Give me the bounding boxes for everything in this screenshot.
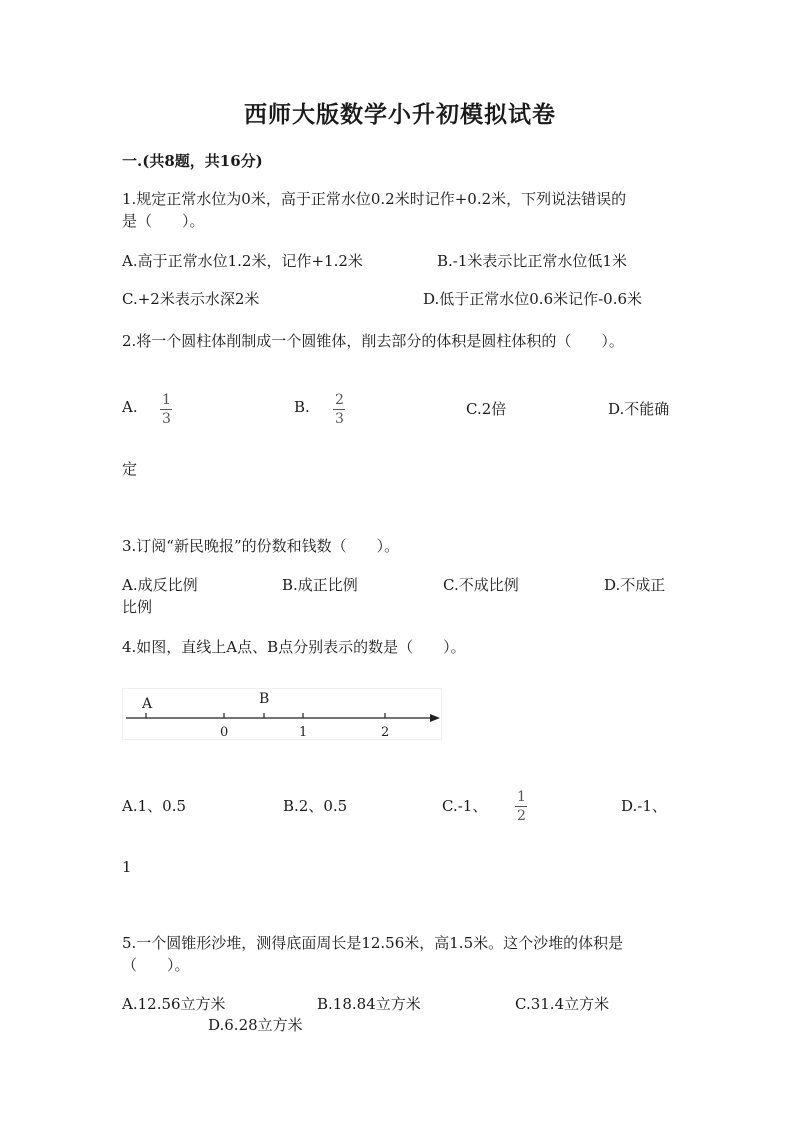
question-5-text: 5.一个圆锥形沙堆，测得底面周长是12.56米，高1.5米。这个沙堆的体积是 xyxy=(122,934,624,952)
question-1-text-cont: 是（ ）。 xyxy=(122,212,205,230)
q2-option-c[interactable]: C.2倍 xyxy=(466,400,507,418)
fraction-denominator: 2 xyxy=(517,808,526,824)
q4-option-a[interactable]: A.1、0.5 xyxy=(122,797,186,815)
fraction-denominator: 3 xyxy=(335,411,344,427)
q5-option-d[interactable]: D.6.28立方米 xyxy=(208,1016,303,1034)
tick-label-1: 1 xyxy=(299,725,308,740)
q4-option-d[interactable]: D.-1、 xyxy=(621,797,667,815)
section-heading: 一.(共8题，共16分) xyxy=(122,152,263,170)
q3-option-b[interactable]: B.成正比例 xyxy=(282,576,358,594)
q3-option-d[interactable]: D.不成正 xyxy=(604,576,666,594)
q1-option-c[interactable]: C.+2米表示水深2米 xyxy=(122,290,260,308)
question-4-text: 4.如图，直线上A点、B点分别表示的数是（ ）。 xyxy=(122,638,466,656)
q2-option-a-fraction xyxy=(160,393,173,426)
fraction-denominator: 3 xyxy=(162,411,171,427)
point-a-label: A xyxy=(142,696,153,712)
q1-option-d[interactable]: D.低于正常水位0.6米记作-0.6米 xyxy=(423,290,643,308)
q2-option-b[interactable]: B. xyxy=(294,398,310,416)
page-title: 西师大版数学小升初模拟试卷 xyxy=(244,101,556,128)
q2-option-a[interactable]: A. xyxy=(122,398,138,416)
figure-frame xyxy=(123,689,442,740)
q4-option-c[interactable]: C.-1、 xyxy=(442,797,488,815)
q4-option-d-cont: 1 xyxy=(122,858,132,876)
question-1-text: 1.规定正常水位为0米，高于正常水位0.2米时记作+0.2米，下列说法错误的 xyxy=(122,190,627,208)
number-line-figure xyxy=(122,688,442,740)
question-3-text: 3.订阅“新民晚报”的份数和钱数（ ）。 xyxy=(122,537,400,555)
q1-option-b[interactable]: B.-1米表示比正常水位低1米 xyxy=(437,252,627,270)
point-b-label: B xyxy=(259,691,270,707)
q2-option-d-cont: 定 xyxy=(122,460,138,478)
q5-option-c[interactable]: C.31.4立方米 xyxy=(515,995,610,1013)
question-5-text-cont: （ ）。 xyxy=(122,956,190,974)
q5-option-b[interactable]: B.18.84立方米 xyxy=(317,995,421,1013)
q3-option-a[interactable]: A.成反比例 xyxy=(122,576,198,594)
fraction-numerator: 2 xyxy=(335,392,344,408)
fraction-numerator: 1 xyxy=(162,392,171,408)
number-line-arrow xyxy=(430,714,440,722)
q4-option-c-fraction xyxy=(515,790,528,823)
q3-option-c[interactable]: C.不成比例 xyxy=(443,576,519,594)
question-2-text: 2.将一个圆柱体削制成一个圆锥体，削去部分的体积是圆柱体积的（ ）。 xyxy=(122,332,624,350)
q1-option-a[interactable]: A.高于正常水位1.2米，记作+1.2米 xyxy=(122,252,363,270)
q5-option-a[interactable]: A.12.56立方米 xyxy=(122,995,226,1013)
tick-label-2: 2 xyxy=(381,725,390,740)
q3-option-d-cont: 比例 xyxy=(122,598,153,616)
tick-label-0: 0 xyxy=(220,725,229,740)
fraction-numerator: 1 xyxy=(517,789,526,805)
q2-option-d[interactable]: D.不能确 xyxy=(608,400,670,418)
q2-option-b-fraction xyxy=(333,393,346,426)
q4-option-b[interactable]: B.2、0.5 xyxy=(283,797,348,815)
